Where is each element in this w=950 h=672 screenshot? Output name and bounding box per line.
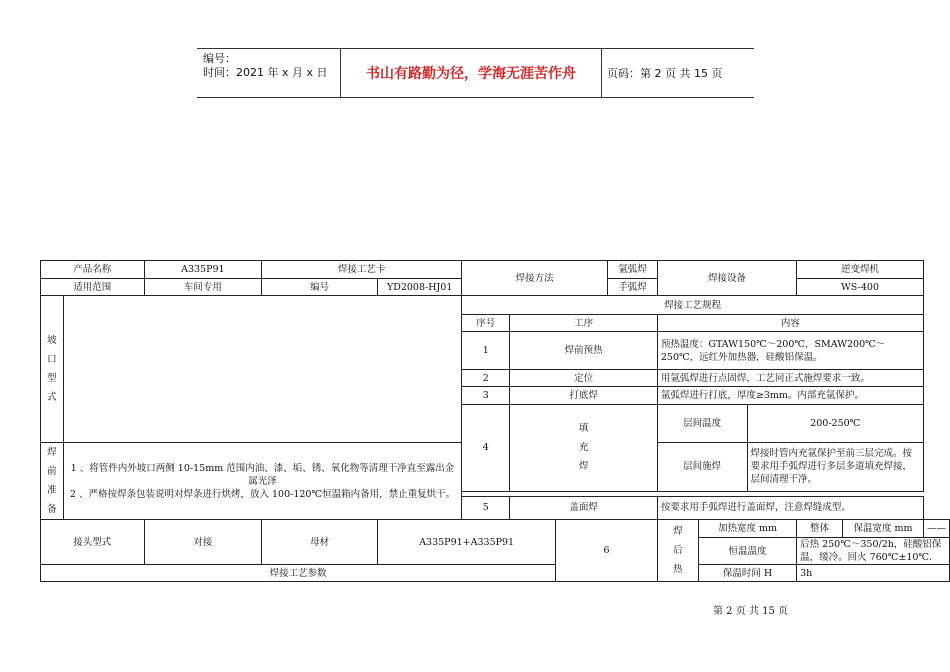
header-divider — [601, 49, 602, 97]
insulation-width-label: 保温宽度 mm — [843, 520, 924, 538]
card-title: 焊接工艺卡 — [262, 261, 462, 279]
code-label: 编号 — [262, 279, 378, 296]
step-number: 6 — [556, 520, 658, 582]
col-header-content: 内容 — [657, 315, 923, 332]
step-name-postheat: 焊后热 — [657, 520, 698, 582]
prep-item: 2 、严格按焊条包装说明对焊条进行烘烤，放入 100-120℃恒温箱内备用，禁止重复烘干。 — [69, 488, 456, 500]
interlayer-temp-value: 200-250℃ — [747, 405, 923, 443]
step-name: 盖面焊 — [510, 496, 657, 519]
col-header-seq: 序号 — [462, 315, 510, 332]
welding-method-manual: 手弧焊 — [608, 279, 658, 296]
header-meta — [203, 52, 328, 80]
welding-method-argon: 氩弧焊 — [608, 261, 658, 279]
step-content: 预热温度：GTAW150℃～200℃，SMAW200℃～250℃，远红外加热器，硅酸铝保温。 — [657, 332, 923, 370]
product-name-value: A335P91 — [144, 261, 261, 279]
interlayer-temp-label: 层间温度 — [657, 405, 747, 443]
step-number: 5 — [462, 496, 510, 519]
header-motto: 书山有路勤为径，学海无涯苦作舟 — [366, 66, 576, 82]
step-number: 4 — [462, 405, 510, 492]
hold-time-value: 3h — [797, 565, 950, 582]
hold-time-label: 保温时间 H — [698, 565, 796, 582]
code-value: YD2008-HJ01 — [378, 279, 462, 296]
step-content: 氩弧焊进行打底，厚度≥3mm。内部充氩保护。 — [657, 387, 923, 405]
scope-label: 适用范围 — [41, 279, 145, 296]
joint-type-label: 接头型式 — [41, 520, 145, 565]
header-number: 编号： — [203, 52, 236, 65]
base-metal-value: A335P91+A335P91 — [378, 520, 556, 565]
step-number: 1 — [462, 332, 510, 370]
equipment-type: 逆变焊机 — [797, 261, 924, 279]
insulation-width-value: —— — [924, 520, 950, 538]
procedure-title: 焊接工艺规程 — [462, 296, 924, 315]
header-time: 时间：2021 年 x 月 x 日 — [203, 66, 328, 79]
heat-width-value: 整体 — [797, 520, 843, 538]
step-name: 焊前预热 — [510, 332, 657, 370]
header-page-number: 页码：第 2 页 共 15 页 — [607, 67, 723, 80]
hold-temp-label: 恒温温度 — [698, 538, 796, 565]
welding-procedure-card — [40, 260, 950, 582]
step-content: 按要求用手弧焊进行盖面焊，注意焊缝成型。 — [657, 496, 923, 519]
base-metal-label: 母材 — [262, 520, 378, 565]
prep-label: 焊前准备 — [41, 443, 64, 520]
prep-item: 1 、将管件内外坡口两侧 10-15mm 范围内油、漆、垢、锈、氧化物等清理干净直至露出金属光泽 — [70, 462, 455, 487]
product-name-label: 产品名称 — [41, 261, 145, 279]
equipment-model: WS-400 — [797, 279, 924, 296]
scope-value: 车间专用 — [144, 279, 261, 296]
step-name: 打底焊 — [510, 387, 657, 405]
page-footer: 第 2 页 共 15 页 — [713, 606, 788, 617]
step-name: 定位 — [510, 370, 657, 387]
welding-params-label: 焊接工艺参数 — [41, 565, 556, 582]
joint-type-value: 对接 — [144, 520, 261, 565]
col-header-step: 工序 — [510, 315, 657, 332]
step-number: 3 — [462, 387, 510, 405]
welding-equipment-label: 焊接设备 — [657, 261, 796, 296]
groove-type-label: 坡口型式 — [41, 296, 64, 443]
prep-content — [63, 443, 461, 520]
step-number: 2 — [462, 370, 510, 387]
heat-width-label: 加热宽度 mm — [698, 520, 796, 538]
interlayer-label: 层间施焊 — [657, 443, 747, 492]
step-content: 用氩弧焊进行点固焊，工艺同正式施焊要求一致。 — [657, 370, 923, 387]
hold-temp-value: 后热 250℃～350/2h，硅酸铝保温，缓冷。回火 760℃±10℃. — [797, 538, 950, 565]
document-header — [197, 48, 754, 98]
interlayer-content: 焊接时管内充氩保护至前三层完成。按要求用手弧焊进行多层多道填充焊接，层间清理干净。 — [747, 443, 923, 492]
welding-method-label: 焊接方法 — [462, 261, 608, 296]
step-name-filler: 填充焊 — [510, 405, 657, 492]
groove-drawing-area — [63, 296, 461, 443]
